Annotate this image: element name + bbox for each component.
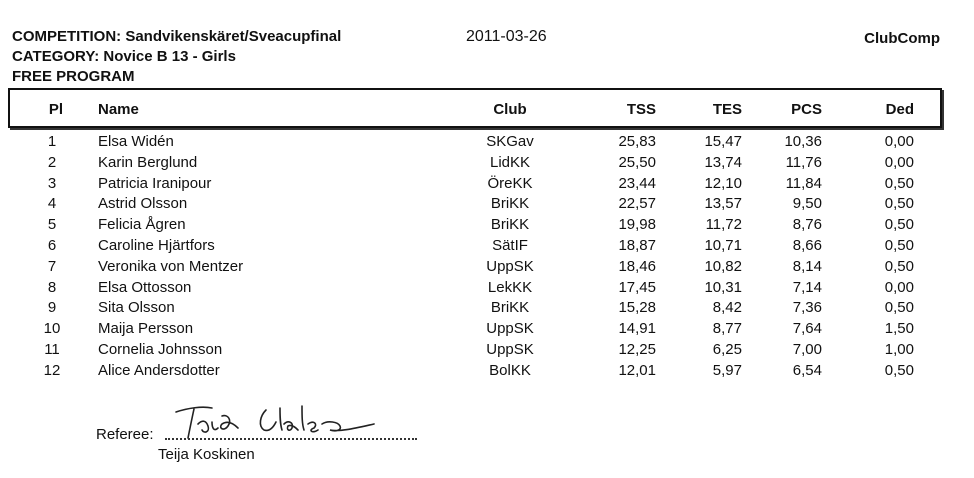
cell-name: Patricia Iranipour <box>98 174 212 192</box>
cell-ded: 0,50 <box>884 195 914 213</box>
cell-club: UppSK <box>486 320 534 338</box>
cell-ded: 0,50 <box>884 361 914 379</box>
results-table <box>0 132 974 382</box>
cell-name: Veronika von Mentzer <box>98 257 244 275</box>
signature-line <box>165 438 417 440</box>
cell-club: SKGav <box>486 133 534 150</box>
cell-ded: 0,00 <box>884 133 914 150</box>
cell-ded: 0,50 <box>884 216 914 234</box>
table-row <box>0 194 974 215</box>
cell-tes: 8,77 <box>712 320 742 338</box>
cell-club: BriKK <box>490 216 530 234</box>
cell-name: Elsa Widén <box>98 133 174 150</box>
cell-tes: 6,25 <box>712 340 742 358</box>
cell-pl: 7 <box>47 257 57 275</box>
cell-pcs: 6,54 <box>792 361 822 379</box>
program-title: FREE PROGRAM <box>12 68 135 85</box>
cell-tes: 10,71 <box>704 236 742 254</box>
cell-tss: 19,98 <box>618 216 656 234</box>
cell-tss: 15,28 <box>618 299 656 317</box>
cell-tss: 17,45 <box>618 278 656 296</box>
cell-pl: 6 <box>47 236 57 254</box>
cell-tes: 13,74 <box>704 153 742 171</box>
cell-name: Elsa Ottosson <box>98 278 192 296</box>
cell-tss: 18,46 <box>618 257 656 275</box>
cell-ded: 0,00 <box>884 153 914 171</box>
column-header-pl: Pl <box>48 101 64 118</box>
cell-name: Karin Berglund <box>98 153 198 171</box>
column-header-tes: TES <box>712 101 742 118</box>
cell-club: BriKK <box>490 299 530 317</box>
cell-pl: 12 <box>43 361 61 379</box>
cell-club: UppSK <box>486 257 534 275</box>
table-row <box>0 236 974 257</box>
competition-title: COMPETITION: Sandvikenskäret/Sveacupfinal <box>12 28 342 45</box>
cell-name: Caroline Hjärtfors <box>98 236 215 254</box>
cell-club: SätIF <box>492 236 528 254</box>
cell-tes: 5,97 <box>712 361 742 379</box>
category-title: CATEGORY: Novice B 13 - Girls <box>12 48 236 65</box>
column-header-name: Name <box>98 101 139 118</box>
cell-name: Maija Persson <box>98 320 194 338</box>
cell-ded: 0,00 <box>884 278 914 296</box>
cell-tes: 15,47 <box>704 133 742 150</box>
cell-club: BolKK <box>489 361 531 379</box>
cell-tss: 12,01 <box>618 361 656 379</box>
column-header-ded: Ded <box>885 101 914 118</box>
cell-ded: 1,50 <box>884 320 914 338</box>
cell-tes: 13,57 <box>704 195 742 213</box>
cell-pcs: 11,76 <box>785 153 822 171</box>
cell-name: Felicia Ågren <box>98 216 186 234</box>
cell-tss: 25,83 <box>618 133 656 150</box>
cell-pcs: 8,76 <box>792 216 822 234</box>
table-row <box>0 215 974 236</box>
table-row <box>0 153 974 174</box>
cell-pcs: 11,84 <box>785 174 822 192</box>
cell-tes: 12,10 <box>704 174 742 192</box>
cell-tss: 23,44 <box>618 174 656 192</box>
cell-tes: 10,82 <box>704 257 742 275</box>
competition-date: 2011-03-26 <box>466 28 547 45</box>
cell-tes: 11,72 <box>705 216 742 234</box>
cell-pcs: 9,50 <box>792 195 822 213</box>
cell-pl: 10 <box>43 320 61 338</box>
table-row <box>0 319 974 340</box>
cell-tss: 22,57 <box>618 195 656 213</box>
cell-tss: 25,50 <box>618 153 656 171</box>
table-row <box>0 340 974 361</box>
table-row <box>0 132 974 153</box>
cell-pl: 8 <box>47 278 57 296</box>
cell-pcs: 8,66 <box>792 236 822 254</box>
cell-pl: 4 <box>47 195 57 213</box>
cell-pl: 1 <box>47 133 57 150</box>
table-row <box>0 361 974 382</box>
table-row <box>0 298 974 319</box>
cell-pcs: 10,36 <box>784 133 822 150</box>
referee-signature <box>168 394 388 444</box>
referee-label: Referee: <box>96 426 154 443</box>
cell-tss: 14,91 <box>618 320 656 338</box>
cell-club: ÖreKK <box>487 174 533 192</box>
cell-club: BriKK <box>490 195 530 213</box>
cell-name: Cornelia Johnsson <box>98 340 223 358</box>
cell-tes: 10,31 <box>704 278 742 296</box>
cell-club: LidKK <box>489 153 531 171</box>
organizer-name: ClubComp <box>864 30 940 47</box>
cell-ded: 0,50 <box>884 299 914 317</box>
cell-ded: 0,50 <box>884 174 914 192</box>
cell-pcs: 7,64 <box>792 320 822 338</box>
cell-name: Alice Andersdotter <box>98 361 220 379</box>
cell-tss: 12,25 <box>618 340 656 358</box>
cell-tes: 8,42 <box>712 299 742 317</box>
cell-club: UppSK <box>486 340 534 358</box>
cell-pl: 5 <box>47 216 57 234</box>
cell-pcs: 8,14 <box>792 257 822 275</box>
cell-ded: 0,50 <box>884 236 914 254</box>
referee-name: Teija Koskinen <box>158 446 255 463</box>
table-row <box>0 278 974 299</box>
cell-name: Sita Olsson <box>98 299 175 317</box>
cell-ded: 0,50 <box>884 257 914 275</box>
table-row <box>0 257 974 278</box>
cell-pcs: 7,36 <box>792 299 822 317</box>
cell-pl: 11 <box>44 340 60 358</box>
cell-name: Astrid Olsson <box>98 195 188 213</box>
cell-pl: 9 <box>47 299 57 317</box>
table-row <box>0 174 974 195</box>
cell-ded: 1,00 <box>884 340 914 358</box>
column-header-pcs: PCS <box>791 101 822 118</box>
cell-pl: 2 <box>47 153 57 171</box>
cell-club: LekKK <box>487 278 533 296</box>
cell-tss: 18,87 <box>618 236 656 254</box>
cell-pcs: 7,00 <box>792 340 822 358</box>
cell-pcs: 7,14 <box>792 278 822 296</box>
column-header-tss: TSS <box>626 101 656 118</box>
column-header-club: Club <box>493 101 527 118</box>
cell-pl: 3 <box>47 174 57 192</box>
